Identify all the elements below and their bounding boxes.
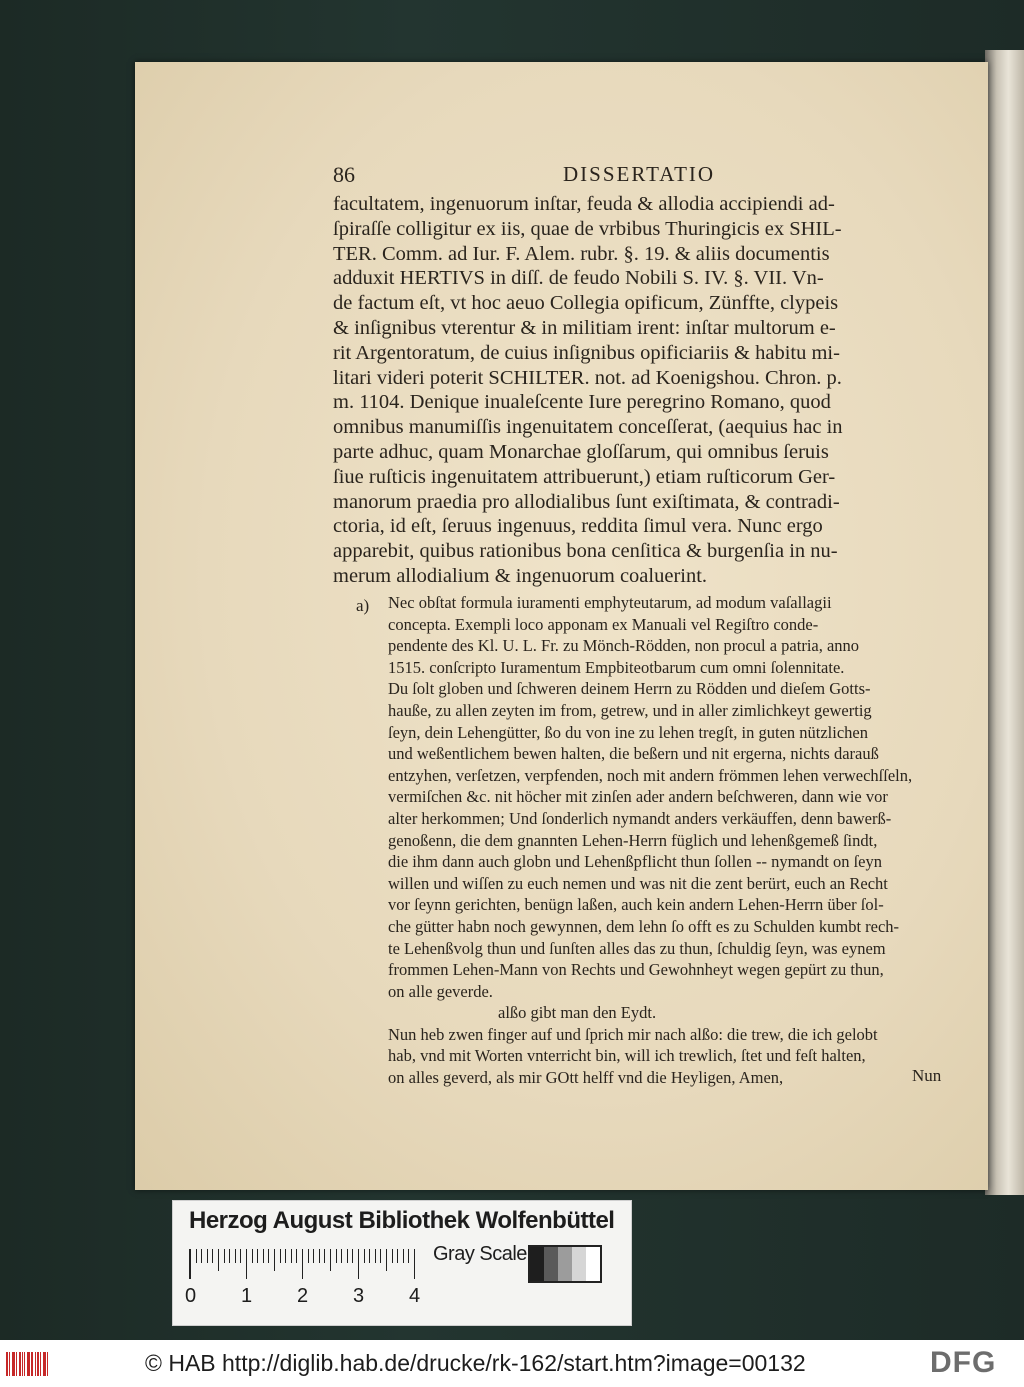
text-line: merum allodialium & ingenuorum coaluerint. xyxy=(333,564,708,587)
ruler-tick xyxy=(246,1249,247,1279)
copyright-url[interactable]: © HAB http://diglib.hab.de/drucke/rk-162/start.htm?image=00132 xyxy=(145,1350,806,1376)
text-line: ſiue ruſticis ingenuitatem attribuerunt,) etiam ruſticorum Ger- xyxy=(333,465,836,488)
measurement-ruler xyxy=(189,1249,420,1279)
footnote-line: alßo gibt man den Eydt. xyxy=(498,1003,657,1023)
footnote-line: genoßenn, die dem gnannten Lehen-Herrn füglich und lehenßgemeß ſindt, xyxy=(388,830,878,850)
footnote-line: on alles geverd, als mir GOtt helff vnd die Heyligen, Amen, xyxy=(388,1068,784,1088)
gray-scale-label: Gray Scale xyxy=(433,1243,527,1265)
ruler-tick xyxy=(308,1249,309,1263)
ruler-tick xyxy=(235,1249,236,1263)
footnote-line: Nun heb zwen finger auf und ſprich mir nach alßo: die trew, die ich gelobt xyxy=(388,1024,878,1044)
ruler-tick xyxy=(196,1249,197,1263)
ruler-tick xyxy=(414,1249,415,1279)
barcode-bar xyxy=(47,1352,48,1376)
footnote-line: te Lehenßvolg thun und ſunſten alles das zu thun, ſchuldig ſeyn, was eynem xyxy=(388,938,886,958)
ruler-tick xyxy=(274,1249,275,1271)
text-line: ſpiraſſe colligitur ex iis, quae de vrbibus Thuringicis ex SHIL- xyxy=(333,217,842,240)
footnote-block xyxy=(388,592,954,1089)
footnote-line: hauße, zu allen zeyten im from, getrew, und in aller zimlichkeyt gewertig xyxy=(388,700,872,720)
footnote-marker: a) xyxy=(356,596,370,615)
ruler-label: 1 xyxy=(241,1285,253,1307)
text-line: apparebit, quibus rationibus bona cenſitica & burgenſia in nu- xyxy=(333,540,838,563)
ruler-tick xyxy=(190,1249,191,1279)
running-head: DISSERTATIO xyxy=(563,162,716,186)
dfg-logo: DFG xyxy=(930,1346,997,1379)
gray-swatch xyxy=(572,1247,586,1281)
footnote-line: und weßentlichem bewen halten, die beßern und nit ergerna, nichts darauß xyxy=(388,744,879,764)
ruler-label: 4 xyxy=(409,1285,421,1307)
ruler-tick xyxy=(324,1249,325,1263)
ruler-tick xyxy=(285,1249,286,1263)
footnote-line: Du ſolt globen und ſchweren deinem Herrn zu Rödden und dieſem Gotts- xyxy=(388,679,871,699)
ruler-tick xyxy=(224,1249,225,1263)
ruler-tick xyxy=(375,1249,376,1263)
gray-swatch xyxy=(530,1247,544,1281)
ruler-tick xyxy=(352,1249,353,1263)
ruler-labels xyxy=(185,1285,425,1311)
barcode-bar xyxy=(24,1352,25,1376)
text-line: m. 1104. Denique inualeſcente Iure peregrino Romano, quod xyxy=(333,391,831,414)
footnote-line: die ihm dann auch globn und Lehenßpflicht thun ſollen -- nymandt on ſeyn xyxy=(388,852,882,872)
footnote-line: vermiſchen &c. nit höcher mit zinſen ader andern beſchweren, dann wie vor xyxy=(388,787,888,807)
text-line: de factum eſt, vt hoc aeuo Collegia opificum, Zünffte, clypeis xyxy=(333,292,839,315)
text-line: litari videri poterit SCHILTER. not. ad Koenigshou. Chron. p. xyxy=(333,366,842,389)
ruler-tick xyxy=(397,1249,398,1263)
ruler-tick xyxy=(392,1249,393,1263)
barcode-bar xyxy=(12,1352,15,1376)
barcode-bar xyxy=(31,1352,33,1376)
ruler-label: 2 xyxy=(297,1285,309,1307)
gray-swatch xyxy=(558,1247,572,1281)
ruler-tick xyxy=(240,1249,241,1263)
barcode-bar xyxy=(43,1352,46,1376)
ruler-tick xyxy=(313,1249,314,1263)
text-line: ctoria, id eſt, ſeruus ingenuus, reddita ſimul vera. Nunc ergo xyxy=(333,515,823,538)
text-line: adduxit HERTIVS in diſſ. de feudo Nobili S. IV. §. VII. Vn- xyxy=(333,267,824,290)
page-number: 86 xyxy=(333,162,355,187)
barcode-bar xyxy=(6,1352,8,1376)
barcode-bar xyxy=(27,1352,30,1376)
footnote-line: 1515. conſcripto Iuramentum Empbiteotbarum cum omni ſolennitate. xyxy=(388,657,845,677)
catchword: Nun xyxy=(912,1066,942,1085)
ruler-tick xyxy=(330,1249,331,1271)
viewer-footer xyxy=(0,1340,1024,1387)
gray-scale-swatch xyxy=(528,1245,602,1283)
ruler-tick xyxy=(302,1249,303,1279)
ruler-tick xyxy=(341,1249,342,1263)
text-line: facultatem, ingenuorum inſtar, feuda & allodia accipiendi ad- xyxy=(333,193,835,215)
gray-swatch xyxy=(586,1247,600,1281)
ruler-tick xyxy=(291,1249,292,1263)
ruler-tick xyxy=(263,1249,264,1263)
ruler-tick xyxy=(319,1249,320,1263)
main-text-block xyxy=(333,192,951,589)
library-color-card xyxy=(172,1200,632,1326)
ruler-tick xyxy=(358,1249,359,1279)
adjacent-page-edge xyxy=(985,50,1024,1195)
ruler-tick xyxy=(268,1249,269,1263)
barcode-bar xyxy=(37,1352,39,1376)
ruler-tick xyxy=(336,1249,337,1263)
barcode-bar xyxy=(35,1352,36,1376)
footnote-line: Nec obſtat formula iuramenti emphyteutarum, ad modum vaſallagii xyxy=(388,593,832,612)
barcode-bar xyxy=(22,1352,23,1376)
footnote-line: che gütter habn noch gewynnen, dem lehn ſo offt es zu Schulden kumbt rech- xyxy=(388,916,900,936)
ruler-tick xyxy=(369,1249,370,1263)
barcode-icon xyxy=(6,1352,46,1376)
barcode-bar xyxy=(19,1352,21,1376)
barcode-bar xyxy=(40,1352,41,1376)
footnote-line: concepta. Exempli loco apponam ex Manuali vel Regiſtro conde- xyxy=(388,614,819,634)
footnote-line: entzyhen, verſetzen, verpfenden, noch mit andern frömmen lehen verwechſſeln, xyxy=(388,765,913,785)
footnote-line: willen und wiſſen zu euch nemen und was nit die zent berürt, euch an Recht xyxy=(388,873,888,893)
ruler-tick xyxy=(280,1249,281,1263)
library-name: Herzog August Bibliothek Wolfenbüttel xyxy=(189,1207,615,1234)
page-header xyxy=(333,162,948,192)
ruler-tick xyxy=(403,1249,404,1263)
ruler-tick xyxy=(207,1249,208,1263)
text-line: omnibus manumiſſis ingenuitatem conceſſerat, (aequius hac in xyxy=(333,416,843,439)
ruler-tick xyxy=(201,1249,202,1263)
text-line: manorum praedia pro allodialibus ſunt exiſtimata, & contradi- xyxy=(333,490,840,513)
footnote-line: on alle geverde. xyxy=(388,981,493,1001)
ruler-label: 3 xyxy=(353,1285,365,1307)
footnote-line: pendente des Kl. U. L. Fr. zu Mönch-Rödden, non procul a patria, anno xyxy=(388,636,860,656)
text-line: TER. Comm. ad Iur. F. Alem. rubr. §. 19. & aliis documentis xyxy=(333,242,830,265)
ruler-tick xyxy=(408,1249,409,1263)
barcode-bar xyxy=(16,1352,17,1376)
ruler-tick xyxy=(212,1249,213,1263)
ruler-tick xyxy=(386,1249,387,1271)
text-line: parte adhuc, quam Monarchae gloſſarum, qui omnibus ſeruis xyxy=(333,440,829,463)
ruler-tick xyxy=(218,1249,219,1271)
barcode-bar xyxy=(9,1352,10,1376)
ruler-tick xyxy=(364,1249,365,1263)
ruler-tick xyxy=(229,1249,230,1263)
footnote-line: frommen Lehen-Mann von Rechts und Gewohnheyt wegen gepürt zu thun, xyxy=(388,960,884,980)
footnote-line: hab, vnd mit Worten vnterricht bin, will ich trewlich, ſtet und feſt halten, xyxy=(388,1046,866,1066)
footnote-line: alter herkommen; Und ſonderlich nymandt anders verkäuffen, denn bawerß- xyxy=(388,808,892,828)
text-line: & inſignibus vterentur & in militiam irent: inſtar multorum e- xyxy=(333,316,836,339)
ruler-tick xyxy=(296,1249,297,1263)
text-line: rit Argentoratum, de cuius inſignibus opificiariis & habitu mi- xyxy=(333,341,840,364)
footnote-line: ſeyn, dein Lehengütter, ßo du von ine zu lehen tregſt, in guten nützlichen xyxy=(388,722,868,742)
footnote-line: vor ſeynn gerichten, benügn laßen, auch kein andern Lehen-Herrn über ſol- xyxy=(388,895,884,915)
ruler-tick xyxy=(347,1249,348,1263)
ruler-tick xyxy=(257,1249,258,1263)
ruler-tick xyxy=(380,1249,381,1263)
gray-swatch xyxy=(544,1247,558,1281)
ruler-tick xyxy=(252,1249,253,1263)
ruler-label: 0 xyxy=(185,1285,197,1307)
